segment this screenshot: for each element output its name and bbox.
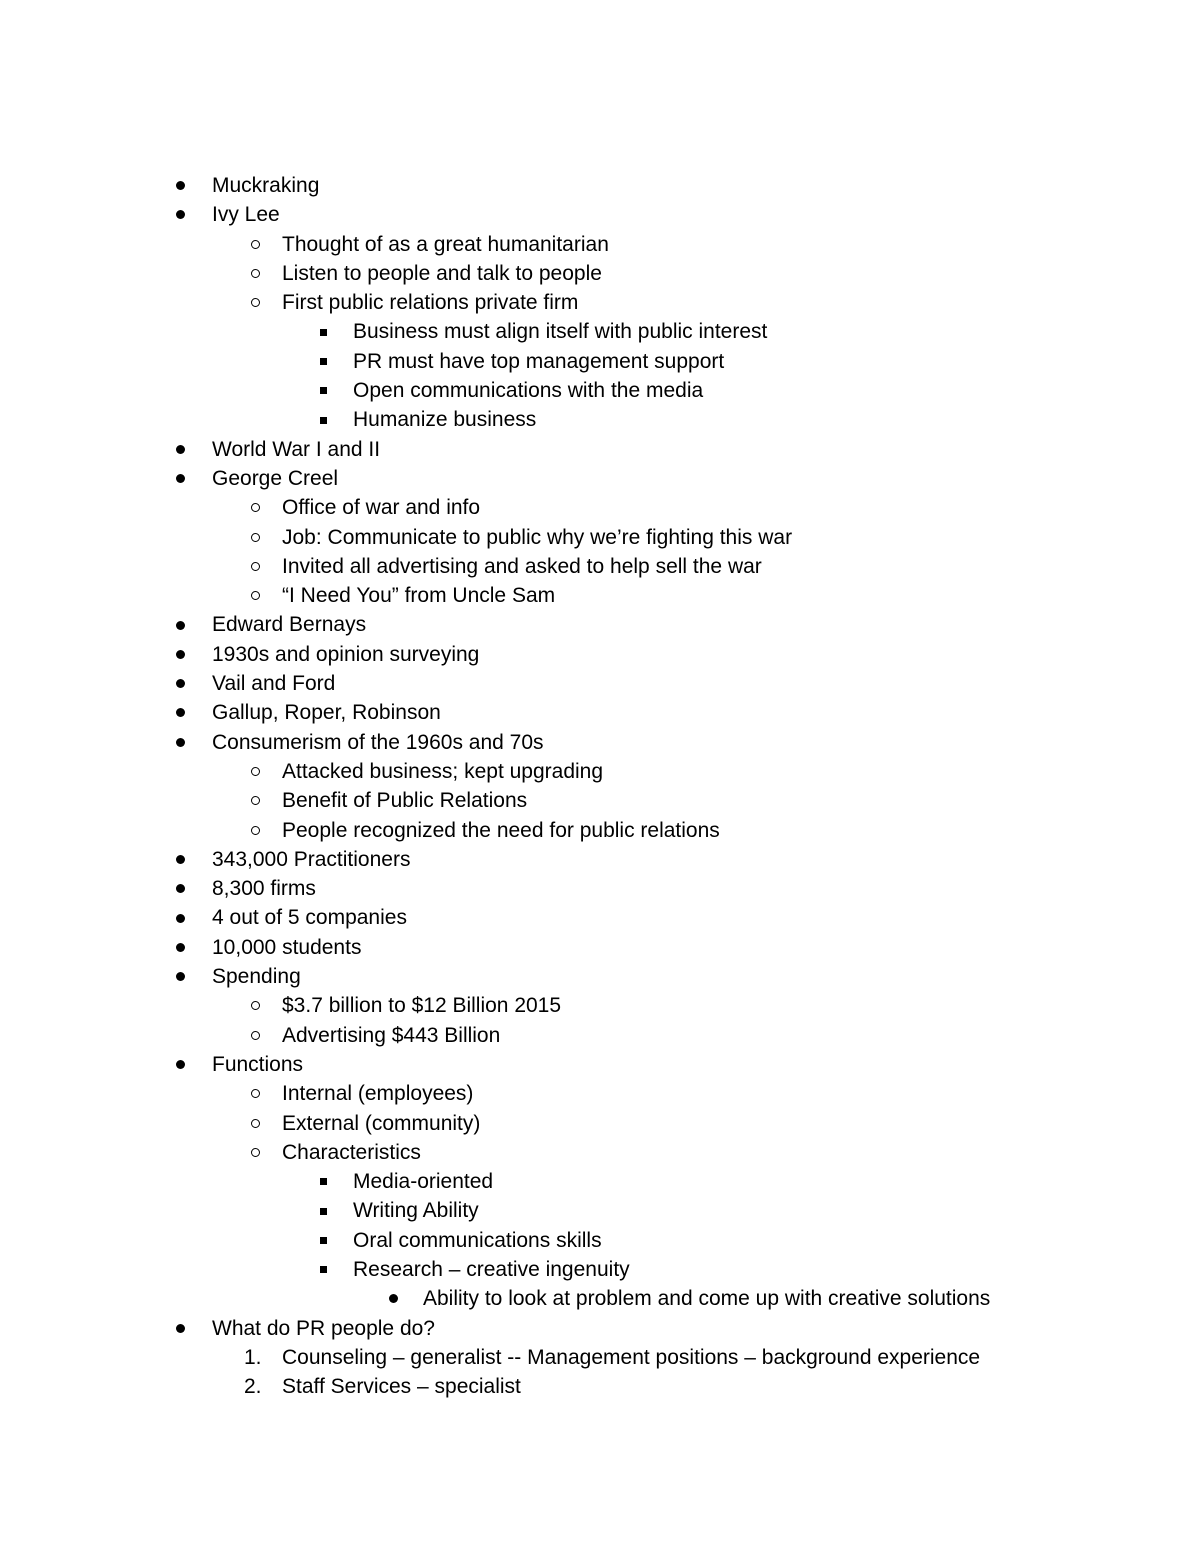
bullet-icon: [172, 698, 188, 727]
square-bullet-icon: [316, 1167, 330, 1196]
square-bullet-icon: [316, 1226, 330, 1255]
circle-bullet-icon: [245, 1109, 265, 1138]
list-item: [0, 874, 1200, 903]
list-item: [0, 171, 1200, 200]
list-item: [0, 991, 1200, 1020]
list-item: [0, 200, 1200, 229]
list-item-text: Open communications with the media: [353, 379, 704, 403]
list-item-text: What do PR people do?: [212, 1316, 435, 1340]
list-item: [0, 1167, 1200, 1196]
circle-bullet-icon: [245, 523, 265, 552]
list-item: [0, 786, 1200, 815]
list-item-text: Spending: [212, 965, 301, 989]
list-item-text: World War I and II: [212, 437, 381, 461]
list-item: [0, 493, 1200, 522]
list-item: [0, 1314, 1200, 1343]
square-bullet-icon: [316, 405, 330, 434]
list-item-text: Functions: [212, 1052, 304, 1076]
list-item: [0, 1021, 1200, 1050]
list-item-text: Muckraking: [212, 174, 320, 197]
list-item: [0, 845, 1200, 874]
list-item: [0, 728, 1200, 757]
list-item: [0, 581, 1200, 610]
list-item-text: $3.7 billion to $12 Billion 2015: [282, 994, 562, 1018]
list-item-text: Ivy Lee: [212, 203, 280, 227]
list-item-text: First public relations private firm: [282, 291, 579, 315]
list-item: [0, 903, 1200, 932]
list-number-label: 2.: [244, 1375, 262, 1399]
circle-bullet-icon: [245, 493, 265, 522]
list-item: [0, 405, 1200, 434]
square-bullet-icon: [316, 376, 330, 405]
list-item-text: Job: Communicate to public why we’re fighting this war: [282, 525, 793, 549]
list-item-text: Vail and Ford: [212, 672, 336, 696]
square-bullet-icon: [316, 1196, 330, 1225]
bullet-icon: [172, 845, 188, 874]
list-item-text: Office of war and info: [282, 496, 481, 520]
list-item: [0, 1284, 1200, 1313]
square-bullet-icon: [316, 317, 330, 346]
circle-bullet-icon: [245, 1021, 265, 1050]
list-item-text: Attacked business; kept upgrading: [282, 759, 604, 783]
list-item: [0, 1079, 1200, 1108]
circle-bullet-icon: [245, 991, 265, 1020]
bullet-icon: [172, 171, 188, 200]
circle-bullet-icon: [245, 552, 265, 581]
circle-bullet-icon: [245, 230, 265, 259]
list-item-text: Characteristics: [282, 1140, 421, 1164]
bullet-icon: [172, 874, 188, 903]
list-item-text: 343,000 Practitioners: [212, 847, 411, 871]
bullet-icon: [385, 1284, 401, 1313]
circle-bullet-icon: [245, 259, 265, 288]
bullet-icon: [172, 728, 188, 757]
list-item: [0, 1343, 1200, 1372]
bullet-icon: [172, 610, 188, 639]
list-item: [0, 962, 1200, 991]
bullet-icon: [172, 933, 188, 962]
list-item-text: “I Need You” from Uncle Sam: [282, 584, 556, 608]
list-number: [244, 1343, 272, 1372]
list-item-text: Edward Bernays: [212, 613, 367, 637]
bullet-icon: [172, 435, 188, 464]
bullet-icon: [172, 200, 188, 229]
list-item: [0, 259, 1200, 288]
list-item-text: Research – creative ingenuity: [353, 1257, 630, 1281]
list-item-text: Staff Services – specialist: [282, 1375, 521, 1399]
square-bullet-icon: [316, 347, 330, 376]
circle-bullet-icon: [245, 816, 265, 845]
list-item-text: 10,000 students: [212, 935, 362, 959]
list-item-text: Counseling – generalist -- Management positions – background experience: [282, 1345, 981, 1369]
list-item: [0, 1255, 1200, 1284]
list-item: [0, 1372, 1200, 1401]
list-item: [0, 435, 1200, 464]
bullet-icon: [172, 903, 188, 932]
circle-bullet-icon: [245, 1079, 265, 1108]
bullet-icon: [172, 669, 188, 698]
bullet-icon: [172, 1314, 188, 1343]
list-item-text: Business must align itself with public interest: [353, 320, 768, 344]
list-item-text: PR must have top management support: [353, 349, 725, 373]
list-item: [0, 317, 1200, 346]
list-item: [0, 1226, 1200, 1255]
list-item: [0, 610, 1200, 639]
list-item-text: External (community): [282, 1111, 481, 1135]
list-item-text: Invited all advertising and asked to help sell the war: [282, 554, 762, 578]
list-item-text: Advertising $443 Billion: [282, 1023, 501, 1047]
list-item: [0, 757, 1200, 786]
list-item-text: Ability to look at problem and come up with creative solutions: [423, 1287, 991, 1311]
list-item: [0, 640, 1200, 669]
list-item-text: Oral communications skills: [353, 1228, 602, 1252]
list-item: [0, 698, 1200, 727]
list-item: [0, 552, 1200, 581]
list-item-text: 8,300 firms: [212, 877, 316, 901]
list-item: [0, 523, 1200, 552]
list-item-text: Gallup, Roper, Robinson: [212, 701, 441, 725]
list-number-label: 1.: [244, 1345, 262, 1369]
circle-bullet-icon: [245, 786, 265, 815]
list-item: [0, 376, 1200, 405]
list-item: [0, 347, 1200, 376]
square-bullet-icon: [316, 1255, 330, 1284]
bullet-icon: [172, 1050, 188, 1079]
list-item-text: 1930s and opinion surveying: [212, 642, 480, 666]
list-item: [0, 1109, 1200, 1138]
list-item-text: George Creel: [212, 466, 339, 490]
list-item-text: Listen to people and talk to people: [282, 261, 602, 285]
list-item: [0, 1138, 1200, 1167]
circle-bullet-icon: [245, 581, 265, 610]
bullet-icon: [172, 464, 188, 493]
bullet-icon: [172, 640, 188, 669]
circle-bullet-icon: [245, 757, 265, 786]
circle-bullet-icon: [245, 1138, 265, 1167]
list-item: [0, 230, 1200, 259]
list-item: [0, 1196, 1200, 1225]
notes-outline: [0, 171, 1200, 1401]
list-item-text: People recognized the need for public relations: [282, 818, 720, 842]
bullet-icon: [172, 962, 188, 991]
list-number: [244, 1372, 272, 1401]
list-item-text: Media-oriented: [353, 1170, 494, 1194]
list-item: [0, 288, 1200, 317]
list-item: [0, 669, 1200, 698]
list-item: [0, 933, 1200, 962]
list-item-text: Humanize business: [353, 408, 537, 432]
list-item-text: Writing Ability: [353, 1199, 479, 1223]
list-item-text: Consumerism of the 1960s and 70s: [212, 730, 544, 754]
list-item: [0, 816, 1200, 845]
circle-bullet-icon: [245, 288, 265, 317]
list-item-text: 4 out of 5 companies: [212, 906, 407, 930]
list-item: [0, 464, 1200, 493]
list-item-text: Internal (employees): [282, 1082, 474, 1106]
list-item-text: Benefit of Public Relations: [282, 789, 528, 813]
list-item: [0, 1050, 1200, 1079]
list-item-text: Thought of as a great humanitarian: [282, 232, 609, 256]
